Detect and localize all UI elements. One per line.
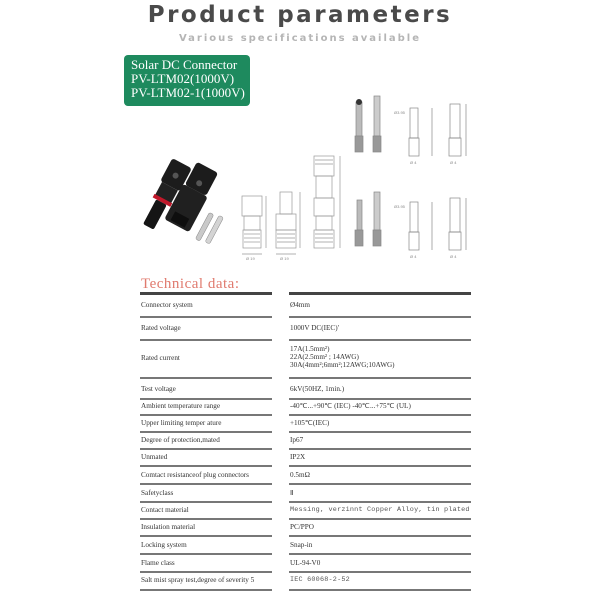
row-divider <box>140 431 272 433</box>
spec-label: Safetyclass <box>141 489 174 497</box>
spec-value: +105℃(IEC) <box>290 419 330 427</box>
table-bottom-rule <box>289 589 471 591</box>
table-top-rule <box>140 292 272 295</box>
connector-photo <box>128 152 230 254</box>
row-divider <box>289 518 471 520</box>
svg-text:Ø 19: Ø 19 <box>280 256 289 261</box>
svg-text:Ø 4: Ø 4 <box>450 160 457 165</box>
spec-label: Flame class <box>141 559 175 567</box>
spec-label: Rated voltage <box>141 324 181 332</box>
row-divider <box>140 483 272 485</box>
table-bottom-rule <box>140 589 272 591</box>
model-1: PV-LTM02(1000V) <box>131 71 235 86</box>
row-divider <box>140 501 272 503</box>
spec-value: UL-94-V0 <box>290 559 321 567</box>
spec-value: 22A(2.5mm² ; 14AWG) <box>290 353 359 361</box>
spec-label: Salt mist spray test,degree of severity 5 <box>141 576 255 584</box>
row-divider <box>140 316 272 318</box>
svg-text:Ø3.95: Ø3.95 <box>394 204 405 209</box>
spec-value: 30A(4mm²;6mm²;12AWG;10AWG) <box>290 361 395 369</box>
spec-value: IP2X <box>290 453 306 461</box>
row-divider <box>289 553 471 555</box>
spec-value: 1000V DC(IEC)' <box>290 324 339 332</box>
row-divider <box>289 431 471 433</box>
row-divider <box>140 398 272 400</box>
technical-data-heading: Technical data: <box>141 276 240 292</box>
spec-label: Connector system <box>141 301 193 309</box>
table-top-rule <box>289 292 471 295</box>
row-divider <box>289 448 471 450</box>
row-divider <box>140 339 272 341</box>
row-divider <box>140 535 272 537</box>
spec-value: 0.5mΩ <box>290 471 310 479</box>
spec-value: 17A(1.5mm²) <box>290 345 330 353</box>
spec-value: -40℃...+90℃ (IEC) -40℃...+75℃ (UL) <box>290 402 411 410</box>
product-name-box <box>124 55 250 106</box>
spec-value: PC/PPO <box>290 523 314 531</box>
spec-value: Snap-in <box>290 541 313 549</box>
spec-value: Messing, verzinnt Copper Alloy, tin plated <box>290 506 470 514</box>
spec-label: Insulation material <box>141 523 196 531</box>
page-title: Product parameters <box>147 2 453 28</box>
row-divider <box>289 316 471 318</box>
product-type: Solar DC Connector <box>131 57 238 72</box>
spec-label: Upper limiting temper ature <box>141 419 222 427</box>
row-divider <box>289 465 471 467</box>
spec-value: Ø4mm <box>290 301 310 309</box>
model-2: PV-LTM02-1(1000V) <box>131 85 245 100</box>
page-subtitle: Various specifications available <box>178 33 422 44</box>
svg-text:Ø 19: Ø 19 <box>246 256 255 261</box>
spec-label: Locking system <box>141 541 187 549</box>
spec-value: 6kV(50HZ, 1min.) <box>290 385 345 393</box>
pin-drawings <box>350 92 472 264</box>
spec-value: Ip67 <box>290 436 304 444</box>
spec-label: Test voltage <box>141 385 176 393</box>
svg-text:Ø 4: Ø 4 <box>410 160 417 165</box>
row-divider <box>289 339 471 341</box>
spec-label: Contact material <box>141 506 189 514</box>
spec-label: Degree of protection,mated <box>141 436 220 444</box>
svg-text:Ø3.95: Ø3.95 <box>394 110 405 115</box>
spec-label: Rated current <box>141 354 180 362</box>
spec-label: Comtact resistanceof plug connectors <box>141 471 249 479</box>
svg-text:Ø 4: Ø 4 <box>450 254 457 259</box>
row-divider <box>289 483 471 485</box>
row-divider <box>140 465 272 467</box>
row-divider <box>289 571 471 573</box>
row-divider <box>140 553 272 555</box>
row-divider <box>140 518 272 520</box>
spec-label: Unmated <box>141 453 168 461</box>
connector-drawings <box>236 152 348 264</box>
row-divider <box>289 414 471 416</box>
row-divider <box>140 414 272 416</box>
spec-value: IEC 60068-2-52 <box>290 576 350 584</box>
row-divider <box>289 535 471 537</box>
spec-value: Ⅱ <box>290 489 294 497</box>
row-divider <box>289 501 471 503</box>
row-divider <box>289 398 471 400</box>
row-divider <box>140 448 272 450</box>
row-divider <box>140 377 272 379</box>
row-divider <box>140 571 272 573</box>
spec-label: Ambient temperature range <box>141 402 221 410</box>
row-divider <box>289 377 471 379</box>
svg-text:Ø 4: Ø 4 <box>410 254 417 259</box>
